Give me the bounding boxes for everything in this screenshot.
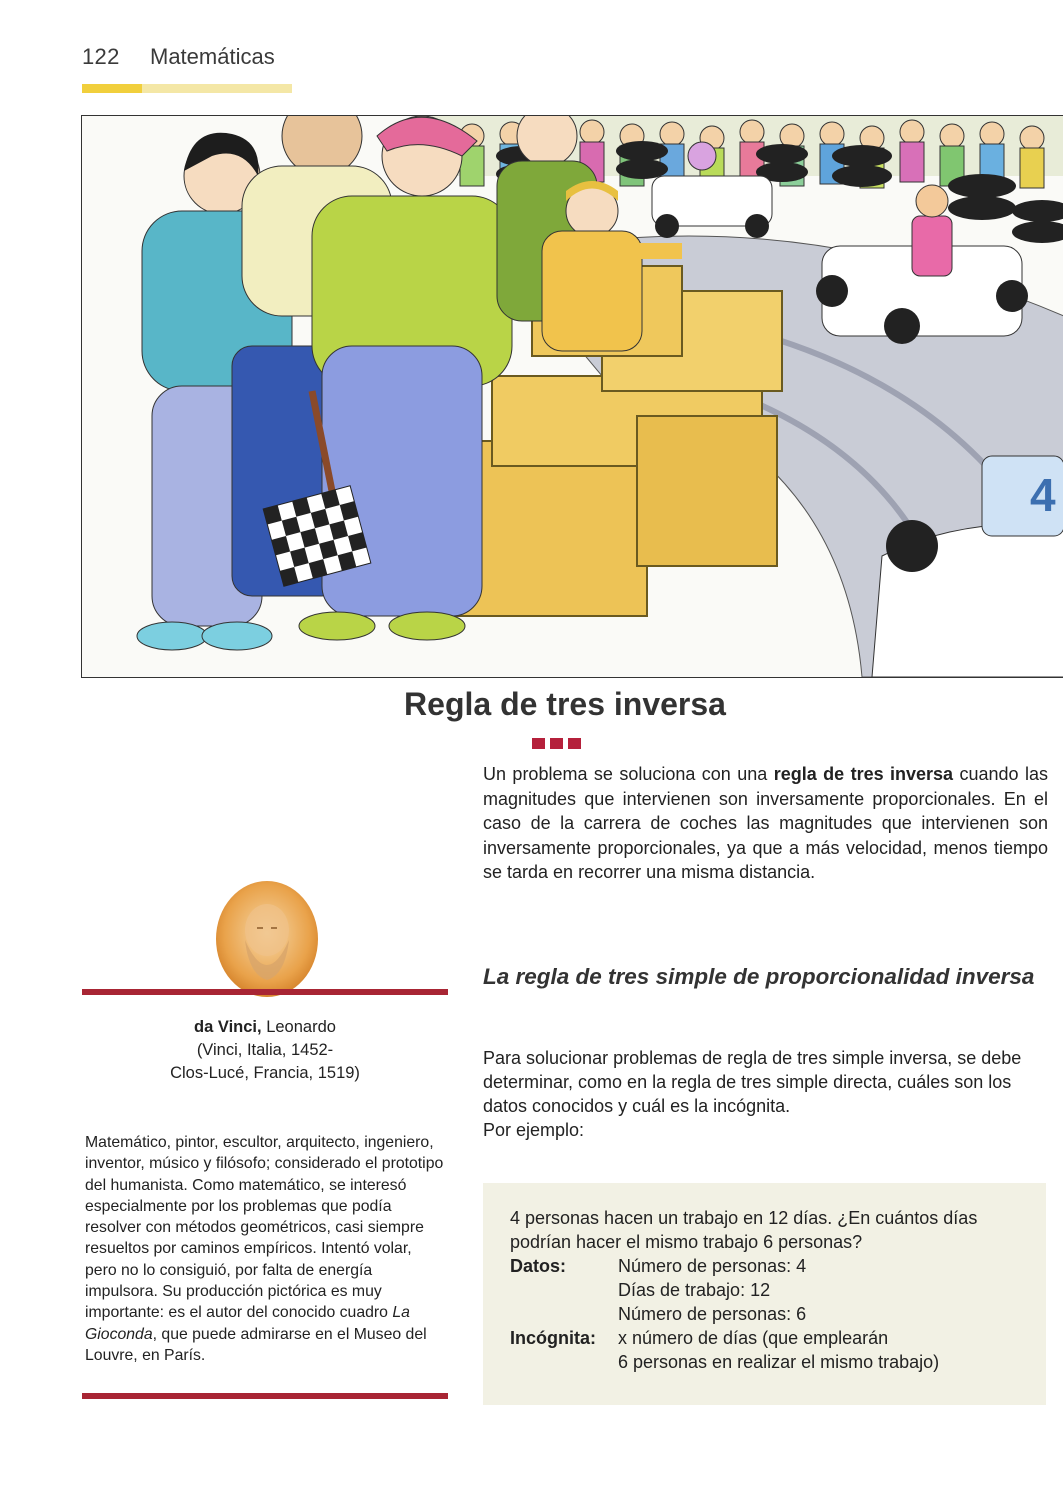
example-problem: 4 personas hacen un trabajo en 12 días. ¿En cuántos días podrían hacer el mismo trabajo 6 personas? xyxy=(510,1208,978,1252)
section-title: Regla de tres inversa xyxy=(404,686,726,722)
bio-bottom-rule xyxy=(82,1393,448,1399)
bio-text-part: Matemático, pintor, escultor, arquitecto, ingeniero, inventor, músico y filósofo; considerado el prototipo del humanista. Como matemático, se interesó especialmente por los problemas que podía resolver con métodos geométricos, casi siempre resueltos por caminos empíricos. Intentó volar, pero no lo consiguió, por falta de energía impulsora. Su producción pictórica es muy importante: es el autor del conocido cuadro xyxy=(85,1134,444,1322)
leonardo-portrait xyxy=(215,880,319,998)
incognita-text: x número de días (que emplearán xyxy=(618,1328,889,1348)
datos-label: Datos: xyxy=(510,1256,567,1276)
example-content xyxy=(510,1206,1030,1374)
kart-race-illustration xyxy=(81,115,1063,678)
illustration-svg xyxy=(82,116,1063,677)
intro-text: Un problema se soluciona con una xyxy=(483,764,774,784)
bio-artwork-title: La Gioconda xyxy=(85,1304,410,1343)
incognita-label: Incógnita: xyxy=(510,1328,596,1348)
header-accent-bar-light xyxy=(142,84,292,93)
dato-item: Número de personas: 6 xyxy=(618,1304,807,1324)
incognita-text-cont: 6 personas en realizar el mismo trabajo) xyxy=(618,1352,940,1372)
method-text: Para solucionar problemas de regla de tres simple inversa, se debe determinar, como en la regla de tres simple directa, cuáles son los datos conocidos y cuál es la incógnita. xyxy=(483,1048,1022,1116)
page-number: 122 xyxy=(82,44,120,69)
subsection-title: La regla de tres simple de proporcionalidad inversa xyxy=(483,964,1035,989)
example-lead: Por ejemplo: xyxy=(483,1120,585,1140)
bio-death: Clos-Lucé, Francia, 1519) xyxy=(170,1064,360,1082)
bio-text-end: , que puede admirarse en el Museo del Louvre, en París. xyxy=(85,1325,427,1364)
bio-birth: (Vinci, Italia, 1452- xyxy=(196,1041,334,1059)
bio-top-rule xyxy=(82,989,448,995)
title-decoration-square xyxy=(568,738,581,749)
dato-item: Número de personas: 4 xyxy=(618,1256,807,1276)
bio-header xyxy=(82,1016,448,1085)
intro-bold-term: regla de tres inversa xyxy=(773,764,954,784)
dato-item: Días de trabajo: 12 xyxy=(618,1280,771,1300)
header-accent-bar xyxy=(82,84,142,93)
subject-title: Matemáticas xyxy=(150,44,275,69)
intro-text-rest: cuando las magnitudes que intervienen son inversamente proporcionales. En el caso de la carrera de coches las magnitudes que intervienen son inversamente proporcionales, ya que a más velocidad, menos tiempo se tarda en recorrer una misma distancia. xyxy=(483,764,1048,882)
method-paragraph xyxy=(483,1046,1053,1142)
bio-firstname: Leonardo xyxy=(261,1018,336,1036)
bio-surname: da Vinci, xyxy=(194,1018,262,1036)
kart-number: 4 xyxy=(1030,469,1056,521)
title-decoration-square xyxy=(550,738,563,749)
intro-paragraph xyxy=(483,762,1048,885)
title-decoration-square xyxy=(532,738,545,749)
bio-text xyxy=(85,1132,445,1366)
